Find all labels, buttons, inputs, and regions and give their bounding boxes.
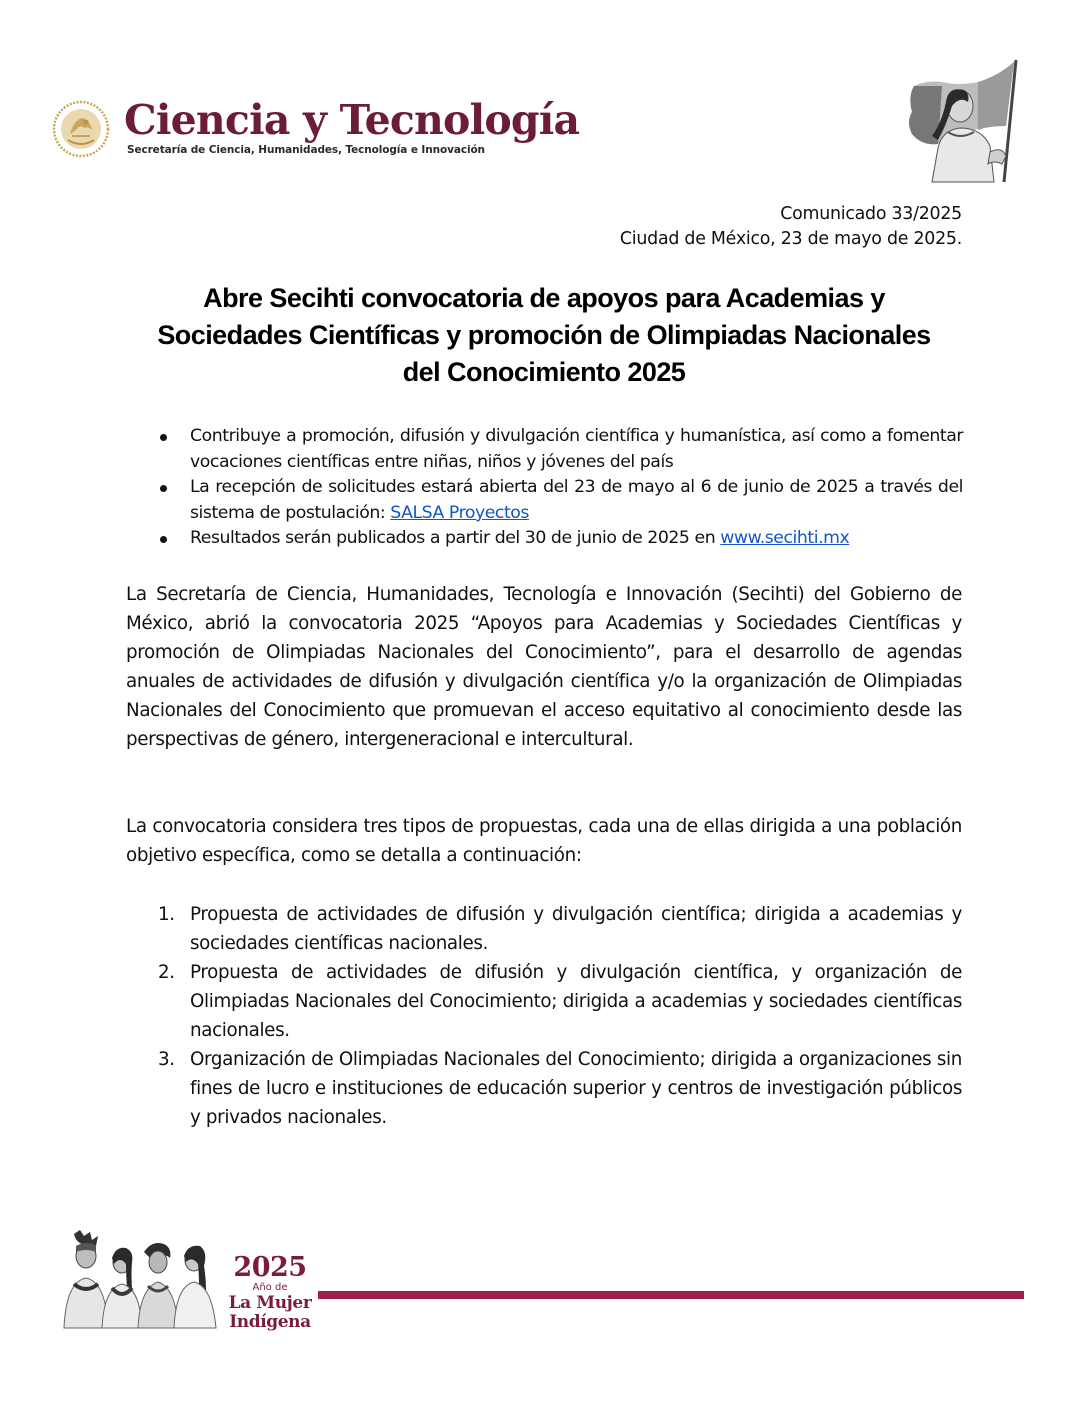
footer-divider-bar xyxy=(318,1291,1024,1299)
communique-meta xyxy=(620,202,962,252)
highlight-item xyxy=(155,424,963,475)
footer-ano-de: Año de xyxy=(252,1282,288,1293)
title-line-2: Sociedades Científicas y promoción de Olimpiadas Nacionales xyxy=(157,320,931,350)
footer-indigena: Indígena xyxy=(229,1312,311,1332)
proposal-type-item xyxy=(150,958,962,1045)
list-number: 2. xyxy=(158,962,175,983)
logo-title: Ciencia y Tecnología xyxy=(124,96,580,144)
list-number: 1. xyxy=(158,904,175,925)
body-paragraph-1: La Secretaría de Ciencia, Humanidades, Tecnología e Innovación (Secihti) del Gobierno de México, abrió la convocatoria 2025 “Apoyos para Academias y Sociedades Científicas y promoción de Olimpiadas Nacionales del Conocimiento”, para el desarrollo de agendas anuales de actividades de difusión y divulgación científica y/o la organización de Olimpiadas Nacionales del Conocimiento que promuevan el acceso equitativo al conocimiento desde las perspectivas de género, intergeneracional e intercultural. xyxy=(126,584,962,750)
highlight-text: La recepción de solicitudes estará abierta del 23 de mayo al 6 de junio de 2025 a través del sistema de postulación: xyxy=(190,477,963,523)
title-line-3: del Conocimiento 2025 xyxy=(402,357,686,387)
highlight-text: Contribuye a promoción, difusión y divulgación científica y humanística, así como a fomentar vocaciones científicas entre niñas, niños y jóvenes del país xyxy=(190,426,963,472)
highlight-item xyxy=(155,475,963,526)
highlight-text: Resultados serán publicados a partir del 30 de junio de 2025 en xyxy=(190,528,721,548)
woman-with-flag-illustration-icon xyxy=(898,56,1024,184)
footer-year: 2025 xyxy=(233,1252,307,1283)
bullet-icon xyxy=(160,485,167,492)
brand-block xyxy=(124,98,579,156)
highlight-item xyxy=(155,526,963,552)
proposal-type-text: Propuesta de actividades de difusión y divulgación científica, y organización de Olimpiadas Nacionales del Conocimiento; dirigida a academias y sociedades científicas nacionales. xyxy=(190,962,962,1041)
proposal-type-text: Organización de Olimpiadas Nacionales del Conocimiento; dirigida a organizaciones sin fines de lucro e instituciones de educación superior y centros de investigación públicos y privados nacionales. xyxy=(190,1049,962,1128)
logo-subtitle: Secretaría de Ciencia, Humanidades, Tecnología e Innovación xyxy=(127,144,485,156)
highlights-list xyxy=(155,424,963,552)
bullet-icon xyxy=(160,434,167,441)
page-title xyxy=(120,280,968,391)
body-paragraph-2: La convocatoria considera tres tipos de propuestas, cada una de ellas dirigida a una población objetivo específica, como se detalla a continuación: xyxy=(126,816,962,866)
list-number: 3. xyxy=(158,1049,175,1070)
year-of-indigenous-women-logo xyxy=(228,1254,312,1332)
proposal-types-list xyxy=(150,900,962,1132)
proposal-type-item xyxy=(150,900,962,958)
place-date: Ciudad de México, 23 de mayo de 2025. xyxy=(619,229,962,249)
secihti-website-link[interactable]: www.secihti.mx xyxy=(720,528,850,548)
mexico-coat-of-arms-seal-icon xyxy=(52,100,110,158)
bullet-icon xyxy=(160,536,167,543)
proposal-type-text: Propuesta de actividades de difusión y divulgación científica; dirigida a academias y sociedades científicas nacionales. xyxy=(190,904,962,954)
indigenous-women-illustration-icon xyxy=(60,1230,220,1330)
footer-la-mujer: La Mujer xyxy=(228,1293,312,1313)
secihti-logo xyxy=(52,92,579,162)
proposal-type-item xyxy=(150,1045,962,1132)
salsa-proyectos-link[interactable]: SALSA Proyectos xyxy=(390,502,529,523)
communique-number: Comunicado 33/2025 xyxy=(780,204,962,224)
title-line-1: Abre Secihti convocatoria de apoyos para Academias y xyxy=(203,283,885,313)
